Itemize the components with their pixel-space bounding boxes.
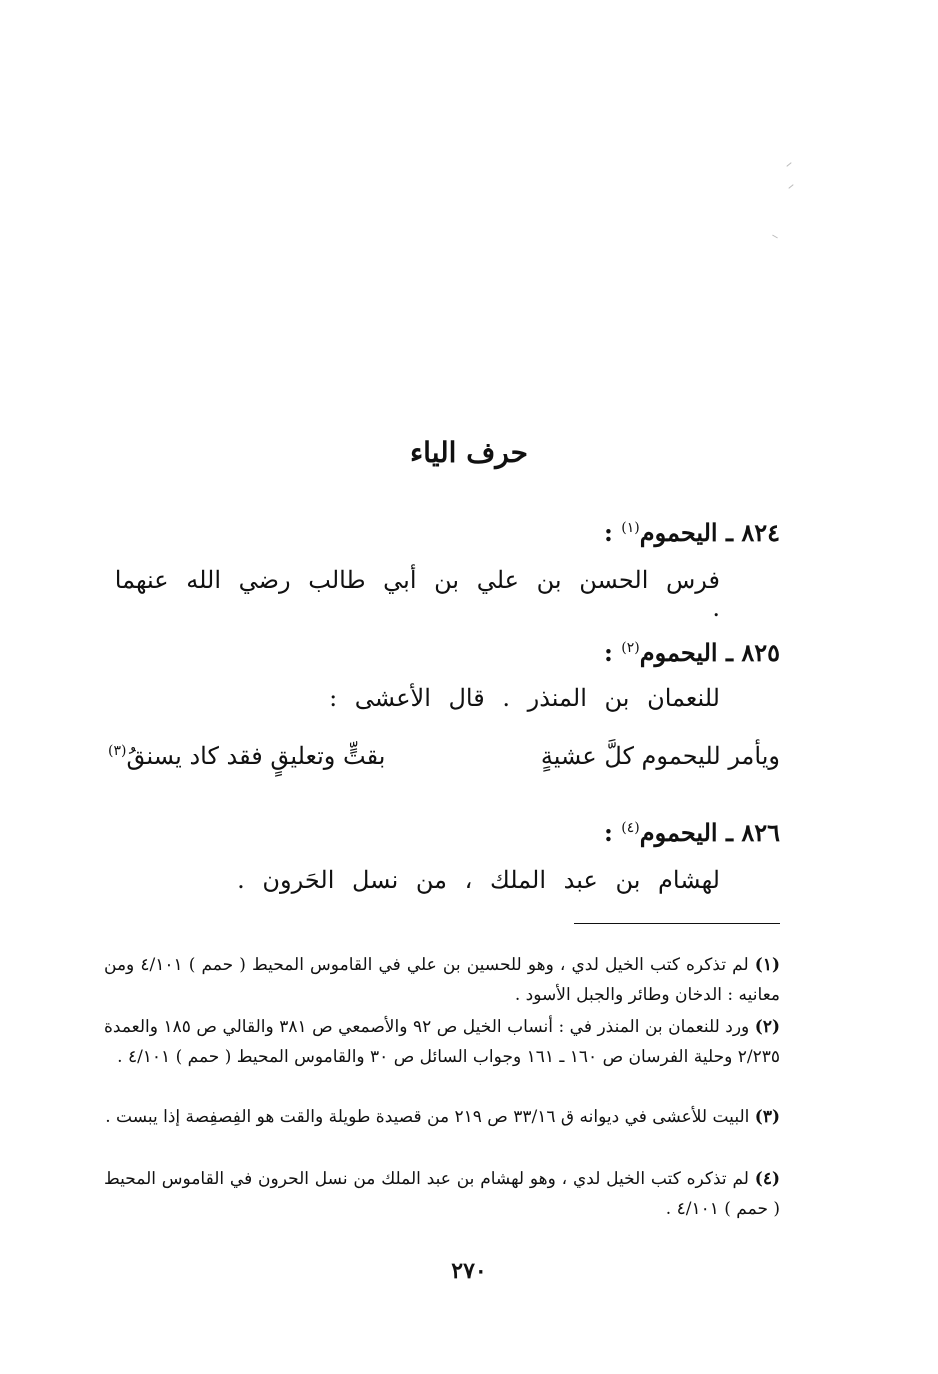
footnote-number: (١) bbox=[754, 955, 780, 975]
entry-number: ٨٢٤ bbox=[741, 518, 780, 547]
footnote-4 bbox=[104, 1164, 780, 1224]
verse-second-hemistich bbox=[108, 742, 385, 770]
entry-number: ٨٢٦ bbox=[741, 818, 780, 847]
footnote-text: لم تذكره كتب الخيل لدي ، وهو لهشام بن عبد الملك من نسل الحرون في القاموس المحيط ( حمم ) ٤/١٠١ . bbox=[104, 1169, 780, 1219]
footnote-number: (٤) bbox=[754, 1169, 780, 1189]
footnote-3 bbox=[104, 1102, 780, 1132]
entry-number: ٨٢٥ bbox=[741, 638, 780, 667]
footnote-number: (٢) bbox=[754, 1017, 781, 1037]
entry-name: اليحموم bbox=[639, 518, 718, 547]
entry-name: اليحموم bbox=[639, 638, 718, 667]
footnote-ref: (١) bbox=[621, 520, 640, 536]
scan-speck bbox=[788, 184, 793, 189]
footnote-text: البيت للأعشى في ديوانه ق ٣٣/١٦ ص ٢١٩ من قصيدة طويلة والقت هو الفِصفِصة إذا يبست . bbox=[105, 1107, 750, 1127]
entry-dash: ـ bbox=[725, 518, 733, 547]
entry-826-heading bbox=[140, 818, 780, 847]
verse-second-text: بقتٍّ وتعليقٍ فقد كاد يسنقُ bbox=[126, 742, 386, 770]
footnote-ref: (٤) bbox=[621, 820, 640, 836]
footnote-ref: (٢) bbox=[621, 640, 640, 656]
footnote-number: (٣) bbox=[754, 1107, 780, 1127]
footnote-2 bbox=[104, 1012, 780, 1072]
entry-colon: : bbox=[604, 518, 613, 547]
scan-speck bbox=[786, 162, 791, 167]
entry-826-text: لهشام بن عبد الملك ، من نسل الحَرون . bbox=[237, 866, 720, 894]
entry-dash: ـ bbox=[725, 818, 733, 847]
section-title: حرف الياء bbox=[410, 436, 528, 469]
entry-colon: : bbox=[604, 638, 613, 667]
entry-name: اليحموم bbox=[639, 818, 718, 847]
entry-824-heading bbox=[140, 518, 780, 547]
page-number: ٢٧٠ bbox=[451, 1258, 487, 1284]
footnote-separator bbox=[574, 923, 780, 924]
footnote-1 bbox=[104, 950, 780, 1010]
scan-speck bbox=[772, 235, 778, 239]
entry-colon: : bbox=[604, 818, 613, 847]
verse-first-hemistich: ويأمر لليحموم كلَّ عشيةٍ bbox=[540, 742, 780, 770]
entry-825-heading bbox=[140, 638, 780, 667]
footnote-text: لم تذكره كتب الخيل لدي ، وهو للحسين بن علي في القاموس المحيط ( حمم ) ٤/١٠١ ومن معانيه : الدخان وطائر والجبل الأسود . bbox=[104, 955, 780, 1005]
entry-824-text: فرس الحسن بن علي بن أبي طالب رضي الله عنهما . bbox=[114, 566, 720, 622]
entry-825-text: للنعمان بن المنذر . قال الأعشى : bbox=[329, 684, 720, 712]
footnote-text: ورد للنعمان بن المنذر في : أنساب الخيل ص ٩٢ والأصمعي ص ٣٨١ والقالي ص ١٨٥ والعمدة ٢/٢٣٥ وحلية الفرسان ص ١٦٠ ـ ١٦١ وجواب السائل ص ٣٠ والقاموس المحيط ( حمم ) ٤/١٠١ . bbox=[104, 1017, 780, 1067]
footnote-ref: (٣) bbox=[108, 743, 127, 759]
entry-dash: ـ bbox=[725, 638, 733, 667]
poem-verse bbox=[108, 742, 780, 782]
